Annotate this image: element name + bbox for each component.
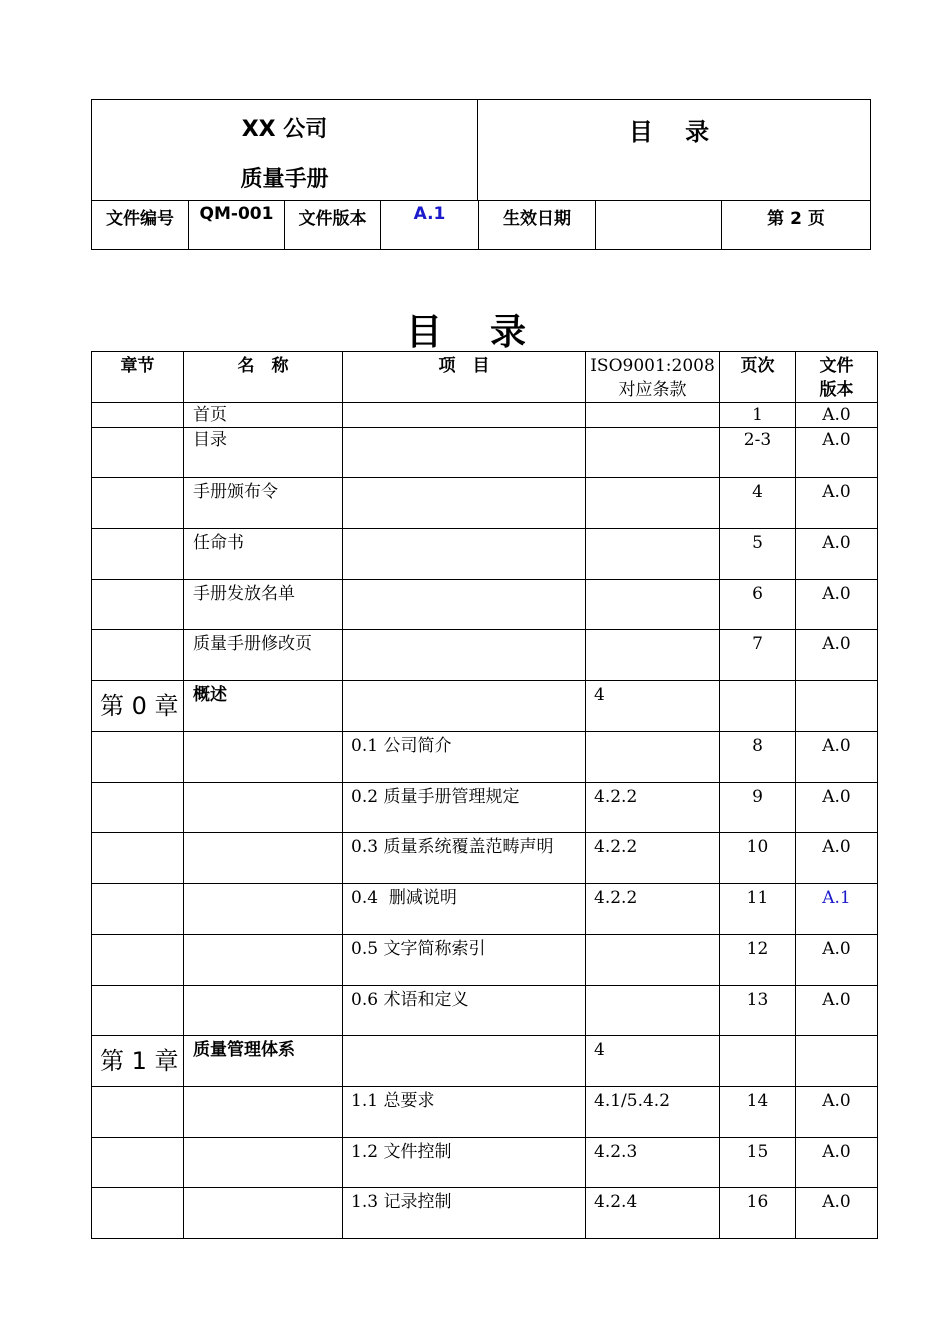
cell-chapter [92,1188,184,1239]
cell-iso [586,986,720,1036]
cell-page [720,681,796,732]
cell-iso: 4 [586,1036,720,1087]
cell-item: 0.2 质量手册管理规定 [343,783,586,833]
table-row [92,630,878,681]
cell-name [184,732,343,783]
cell-iso: 4.1/5.4.2 [586,1087,720,1138]
page-number: 第 2 页 [721,201,870,250]
cell-iso [586,403,720,428]
col-name-header: 名 称 [184,352,343,403]
cell-item [343,580,586,630]
table-row [92,428,878,478]
cell-chapter: 第 1 章 [92,1036,184,1087]
table-row [92,580,878,630]
version-value: A.1 [380,201,478,250]
chapter-row [92,1036,878,1087]
table-row [92,986,878,1036]
toc-header-row [92,352,878,403]
cell-iso: 4.2.2 [586,833,720,884]
doc-no-label: 文件编号 [106,209,174,229]
iso-header-line1: ISO9001:2008 [590,356,715,376]
cell-name [184,1087,343,1138]
cell-chapter: 第 0 章 [92,681,184,732]
cell-name [184,1188,343,1239]
cell-item [343,403,586,428]
col-chapter-header: 章节 [92,352,184,403]
iso-header-line2: 对应条款 [618,380,687,400]
cell-page: 13 [720,986,796,1036]
cell-iso [586,935,720,986]
table-row [92,935,878,986]
cell-version: A.0 [796,529,878,580]
cell-name: 任命书 [184,529,343,580]
company-name: XX 公司 [241,117,328,142]
cell-item [343,681,586,732]
cell-name [184,884,343,935]
document-header [91,99,871,250]
cell-name: 目录 [184,428,343,478]
toc-table [91,351,878,1239]
version-header-line1: 文件 [819,356,854,376]
cell-iso [586,630,720,681]
cell-chapter [92,403,184,428]
table-row [92,1188,878,1239]
cell-version: A.0 [796,478,878,529]
cell-page: 11 [720,884,796,935]
col-version-header [796,352,878,403]
cell-item: 0.4 删减说明 [343,884,586,935]
cell-version: A.0 [796,732,878,783]
cell-chapter [92,732,184,783]
cell-version: A.0 [796,783,878,833]
cell-chapter [92,580,184,630]
table-row [92,732,878,783]
cell-name: 手册颁布令 [184,478,343,529]
cell-item [343,1036,586,1087]
cell-chapter [92,935,184,986]
cell-iso: 4 [586,681,720,732]
cell-item [343,428,586,478]
cell-item: 1.2 文件控制 [343,1138,586,1188]
table-row [92,783,878,833]
cell-version: A.0 [796,1188,878,1239]
col-iso-header [586,352,720,403]
cell-item: 1.3 记录控制 [343,1188,586,1239]
cell-page: 16 [720,1188,796,1239]
cell-page: 6 [720,580,796,630]
cell-item: 0.5 文字简称索引 [343,935,586,986]
cell-item [343,478,586,529]
effective-date-label: 生效日期 [478,201,595,250]
cell-item: 0.3 质量系统覆盖范畴声明 [343,833,586,884]
cell-version: A.0 [796,580,878,630]
cell-chapter [92,783,184,833]
table-row [92,1087,878,1138]
cell-name: 概述 [184,681,343,732]
table-row [92,529,878,580]
cell-iso [586,428,720,478]
table-row [92,478,878,529]
col-page-header: 页次 [720,352,796,403]
cell-iso [586,732,720,783]
cell-iso [586,580,720,630]
cell-page: 1 [720,403,796,428]
cell-page: 4 [720,478,796,529]
cell-chapter [92,529,184,580]
cell-name [184,986,343,1036]
version-label: 文件版本 [284,201,380,250]
cell-page: 5 [720,529,796,580]
cell-chapter [92,478,184,529]
cell-chapter [92,1087,184,1138]
cell-name: 手册发放名单 [184,580,343,630]
header-meta-row [92,201,870,250]
cell-version: A.0 [796,403,878,428]
table-row [92,833,878,884]
cell-iso: 4.2.2 [586,884,720,935]
manual-name: 质量手册 [240,167,329,192]
cell-version [796,1036,878,1087]
cell-page: 2-3 [720,428,796,478]
cell-iso: 4.2.3 [586,1138,720,1188]
cell-item [343,630,586,681]
cell-item [343,529,586,580]
cell-page: 10 [720,833,796,884]
cell-item: 0.1 公司简介 [343,732,586,783]
cell-chapter [92,986,184,1036]
cell-page: 14 [720,1087,796,1138]
page-title: 目录 [405,312,574,353]
table-row [92,1138,878,1188]
table-row [92,884,878,935]
cell-iso: 4.2.2 [586,783,720,833]
cell-name: 质量手册修改页 [184,630,343,681]
chapter-row [92,681,878,732]
cell-chapter [92,630,184,681]
cell-version: A.0 [796,1087,878,1138]
header-doc-title: 目 录 [628,118,722,146]
cell-item: 0.6 术语和定义 [343,986,586,1036]
cell-version: A.0 [796,1138,878,1188]
cell-version: A.0 [796,630,878,681]
cell-name: 质量管理体系 [184,1036,343,1087]
doc-no-value: QM-001 [188,201,284,250]
cell-iso: 4.2.4 [586,1188,720,1239]
cell-name [184,783,343,833]
cell-chapter [92,428,184,478]
cell-page: 7 [720,630,796,681]
cell-chapter [92,884,184,935]
cell-version: A.1 [796,884,878,935]
version-header-line2: 版本 [819,380,854,400]
cell-chapter [92,833,184,884]
cell-name [184,935,343,986]
cell-page: 12 [720,935,796,986]
cell-version [796,681,878,732]
table-row [92,403,878,428]
cell-page: 15 [720,1138,796,1188]
cell-name [184,1138,343,1188]
cell-version: A.0 [796,833,878,884]
cell-item: 1.1 总要求 [343,1087,586,1138]
cell-version: A.0 [796,935,878,986]
cell-page: 8 [720,732,796,783]
cell-version: A.0 [796,986,878,1036]
cell-iso [586,478,720,529]
cell-page: 9 [720,783,796,833]
effective-date-value [595,201,721,250]
cell-name [184,833,343,884]
cell-chapter [92,1138,184,1188]
col-item-header: 项 目 [343,352,586,403]
cell-version: A.0 [796,428,878,478]
cell-iso [586,529,720,580]
cell-page [720,1036,796,1087]
cell-name: 首页 [184,403,343,428]
